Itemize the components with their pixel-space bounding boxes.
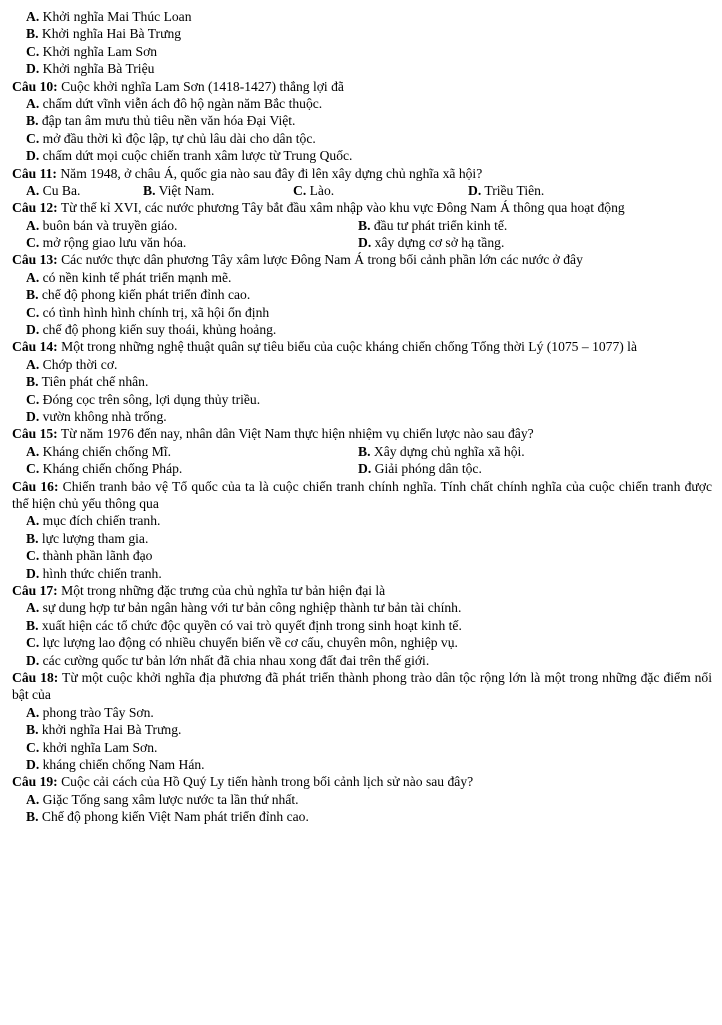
option-letter: A. bbox=[26, 95, 40, 111]
option-text: các cường quốc tư bản lớn nhất đã chia nhau xong đất đai trên thế giới. bbox=[42, 652, 430, 668]
option-a bbox=[26, 182, 143, 199]
option-text: phong trào Tây Sơn. bbox=[42, 704, 154, 720]
option-letter: A. bbox=[26, 217, 40, 233]
option-letter: C. bbox=[26, 304, 40, 320]
question-label: Câu 11: bbox=[12, 165, 57, 181]
option-a bbox=[12, 356, 712, 373]
option-text: lực lượng lao động có nhiều chuyển biến về cơ cấu, chuyên môn, nghiệp vụ. bbox=[42, 635, 458, 651]
option-d bbox=[12, 321, 712, 338]
option-letter: C. bbox=[26, 548, 40, 564]
option-row bbox=[12, 443, 712, 460]
option-letter: D. bbox=[26, 148, 40, 164]
option-letter: B. bbox=[358, 443, 371, 459]
option-text: vườn không nhà trống. bbox=[42, 409, 167, 425]
option-d bbox=[12, 147, 712, 164]
question-10 bbox=[12, 78, 712, 165]
question-stem bbox=[12, 338, 712, 355]
option-row bbox=[12, 182, 712, 199]
option-text: xây dựng cơ sở hạ tầng. bbox=[374, 235, 505, 251]
option-letter: A. bbox=[26, 791, 40, 807]
question-18 bbox=[12, 669, 712, 773]
option-text: Kháng chiến chống Pháp. bbox=[42, 461, 183, 477]
question-text: Từ năm 1976 đến nay, nhân dân Việt Nam thực hiện nhiệm vụ chiến lược nào sau đây? bbox=[60, 426, 534, 442]
option-letter: B. bbox=[26, 809, 39, 825]
option-letter: B. bbox=[143, 182, 156, 198]
option-c bbox=[12, 634, 712, 651]
option-text: có tình hình hình chính trị, xã hội ổn định bbox=[42, 304, 270, 320]
question-text: Chiến tranh bảo vệ Tổ quốc của ta là cuộc chiến tranh chính nghĩa. Tính chất chính nghĩa của cuộc chiến tranh được thể hiện chủ yếu thông qua bbox=[12, 478, 712, 511]
question-stem bbox=[12, 773, 712, 790]
option-letter: A. bbox=[26, 356, 40, 372]
option-c bbox=[293, 182, 468, 199]
option-text: hình thức chiến tranh. bbox=[42, 565, 162, 581]
question-12 bbox=[12, 199, 712, 251]
option-letter: D. bbox=[468, 182, 482, 198]
question-text: Từ một cuộc khởi nghĩa địa phương đã phát triển thành phong trào dân tộc rộng lớn là một trong những đặc điểm nổi bật của bbox=[12, 669, 712, 703]
option-b bbox=[143, 182, 293, 199]
option-letter: A. bbox=[26, 704, 40, 720]
question-stem bbox=[12, 78, 712, 95]
question-stem bbox=[12, 165, 712, 182]
option-row bbox=[12, 460, 712, 477]
question-label: Câu 17: bbox=[12, 582, 58, 598]
option-text: Lào. bbox=[309, 182, 335, 198]
option-letter: D. bbox=[26, 61, 40, 77]
option-text: đập tan âm mưu thủ tiêu nền văn hóa Đại Việt. bbox=[41, 113, 296, 129]
question-label: Câu 18: bbox=[12, 669, 59, 685]
option-letter: A. bbox=[26, 269, 40, 285]
option-text: Chế độ phong kiến Việt Nam phát triển đỉnh cao. bbox=[41, 809, 309, 825]
option-b bbox=[12, 112, 712, 129]
option-letter: B. bbox=[26, 722, 39, 738]
question-text: Các nước thực dân phương Tây xâm lược Đông Nam Á trong bối cảnh phần lớn các nước ở đây bbox=[61, 252, 583, 268]
option-text: Giải phóng dân tộc. bbox=[374, 461, 482, 477]
option-a bbox=[12, 8, 712, 25]
option-letter: C. bbox=[26, 235, 40, 251]
option-letter: C. bbox=[26, 391, 40, 407]
option-text: buôn bán và truyền giáo. bbox=[42, 217, 178, 233]
question-label: Câu 13: bbox=[12, 252, 58, 268]
option-a bbox=[12, 95, 712, 112]
question-label: Câu 14: bbox=[12, 339, 58, 355]
option-text: chấm dứt vĩnh viễn ách đô hộ ngàn năm Bắc thuộc. bbox=[42, 95, 323, 111]
option-letter: D. bbox=[26, 756, 40, 772]
option-c bbox=[12, 739, 712, 756]
option-text: Triều Tiên. bbox=[484, 182, 545, 198]
option-text: mục đích chiến tranh. bbox=[42, 513, 161, 529]
option-letter: D. bbox=[26, 322, 40, 338]
option-text: Chớp thời cơ. bbox=[42, 356, 118, 372]
option-text: mở rộng giao lưu văn hóa. bbox=[42, 235, 187, 251]
option-c bbox=[12, 43, 712, 60]
option-a bbox=[12, 704, 712, 721]
question-15 bbox=[12, 425, 712, 477]
question-text: Từ thế kỉ XVI, các nước phương Tây bắt đầu xâm nhập vào khu vực Đông Nam Á thông qua hoạt động bbox=[60, 200, 625, 216]
question-label: Câu 10: bbox=[12, 78, 58, 94]
option-letter: C. bbox=[26, 635, 40, 651]
option-b bbox=[12, 373, 712, 390]
option-letter: B. bbox=[26, 530, 39, 546]
option-text: Khởi nghĩa Hai Bà Trưng bbox=[41, 26, 182, 42]
option-text: lực lượng tham gia. bbox=[41, 530, 149, 546]
option-text: khởi nghĩa Lam Sơn. bbox=[42, 739, 158, 755]
option-letter: B. bbox=[26, 26, 39, 42]
question-19 bbox=[12, 773, 712, 825]
option-letter: D. bbox=[26, 409, 40, 425]
option-row bbox=[12, 217, 712, 234]
option-text: Giặc Tống sang xâm lược nước ta lần thứ nhất. bbox=[42, 791, 299, 807]
option-d bbox=[12, 408, 712, 425]
option-b bbox=[12, 721, 712, 738]
question-label: Câu 19: bbox=[12, 774, 58, 790]
option-letter: B. bbox=[26, 617, 39, 633]
question-text: Một trong những đặc trưng của chủ nghĩa tư bản hiện đại là bbox=[61, 582, 386, 598]
option-letter: B. bbox=[26, 287, 39, 303]
question-text: Một trong những nghệ thuật quân sự tiêu biểu của cuộc kháng chiến chống Tống thời Lý (1075 – 1077) là bbox=[61, 339, 637, 355]
option-a bbox=[12, 269, 712, 286]
option-a bbox=[26, 217, 358, 234]
option-letter: C. bbox=[26, 43, 40, 59]
option-text: xuất hiện các tổ chức độc quyền có vai trò quyết định trong sinh hoạt kinh tế. bbox=[41, 617, 462, 633]
option-b bbox=[12, 808, 712, 825]
option-text: mở đầu thời kì độc lập, tự chủ lâu dài cho dân tộc. bbox=[42, 130, 316, 146]
option-letter: D. bbox=[26, 652, 40, 668]
option-text: đầu tư phát triển kinh tế. bbox=[373, 217, 508, 233]
option-letter: B. bbox=[358, 217, 371, 233]
option-b bbox=[12, 530, 712, 547]
question-stem bbox=[12, 425, 712, 442]
option-text: Cu Ba. bbox=[42, 182, 81, 198]
option-c bbox=[12, 304, 712, 321]
option-text: kháng chiến chống Nam Hán. bbox=[42, 756, 205, 772]
option-text: khởi nghĩa Hai Bà Trưng. bbox=[41, 722, 182, 738]
question-stem bbox=[12, 251, 712, 268]
option-letter: B. bbox=[26, 374, 39, 390]
option-letter: D. bbox=[358, 461, 372, 477]
option-c bbox=[12, 130, 712, 147]
option-list bbox=[12, 8, 712, 78]
question-stem bbox=[12, 582, 712, 599]
option-c bbox=[26, 460, 358, 477]
question-11 bbox=[12, 165, 712, 200]
option-d bbox=[12, 756, 712, 773]
option-letter: C. bbox=[293, 182, 307, 198]
question-16 bbox=[12, 478, 712, 582]
option-text: có nền kinh tế phát triển mạnh mẽ. bbox=[42, 269, 232, 285]
question-text: Cuộc khởi nghĩa Lam Sơn (1418-1427) thắng lợi đã bbox=[61, 78, 344, 94]
option-c bbox=[12, 547, 712, 564]
option-text: Đóng cọc trên sông, lợi dụng thủy triều. bbox=[42, 391, 261, 407]
question-14 bbox=[12, 338, 712, 425]
option-letter: A. bbox=[26, 182, 40, 198]
question-stem bbox=[12, 199, 712, 216]
question-label: Câu 16: bbox=[12, 478, 59, 494]
option-text: Xây dựng chủ nghĩa xã hội. bbox=[373, 443, 525, 459]
question-13 bbox=[12, 251, 712, 338]
option-letter: A. bbox=[26, 9, 40, 24]
question-text: Cuộc cải cách của Hồ Quý Ly tiến hành trong bối cảnh lịch sử nào sau đây? bbox=[61, 774, 474, 790]
option-letter: C. bbox=[26, 130, 40, 146]
option-text: Kháng chiến chống Mĩ. bbox=[42, 443, 171, 459]
option-text: Khởi nghĩa Bà Triệu bbox=[42, 61, 155, 77]
option-b bbox=[358, 443, 525, 460]
option-b bbox=[12, 286, 712, 303]
option-text: thành phần lãnh đạo bbox=[42, 548, 153, 564]
option-text: Tiên phát chế nhân. bbox=[41, 374, 149, 390]
option-d bbox=[12, 565, 712, 582]
option-text: Khởi nghĩa Lam Sơn bbox=[42, 43, 158, 59]
option-a bbox=[26, 443, 358, 460]
option-letter: C. bbox=[26, 461, 40, 477]
option-letter: A. bbox=[26, 600, 40, 616]
option-a bbox=[12, 791, 712, 808]
option-c bbox=[12, 391, 712, 408]
option-text: chế độ phong kiến suy thoái, khủng hoảng. bbox=[42, 322, 277, 338]
option-b bbox=[12, 617, 712, 634]
question-stem bbox=[12, 669, 712, 704]
option-a bbox=[12, 599, 712, 616]
option-d bbox=[468, 182, 544, 199]
option-letter: A. bbox=[26, 513, 40, 529]
question-label: Câu 15: bbox=[12, 426, 58, 442]
option-text: chấm dứt mọi cuộc chiến tranh xâm lược từ Trung Quốc. bbox=[42, 148, 353, 164]
option-c bbox=[26, 234, 358, 251]
option-text: sự dung hợp tư bản ngân hàng với tư bản công nghiệp thành tư bản tài chính. bbox=[42, 600, 462, 616]
option-letter: A. bbox=[26, 443, 40, 459]
question-stem bbox=[12, 478, 712, 513]
option-letter: D. bbox=[26, 565, 40, 581]
option-d bbox=[12, 60, 712, 77]
option-letter: C. bbox=[26, 739, 40, 755]
option-text: chế độ phong kiến phát triển đỉnh cao. bbox=[41, 287, 251, 303]
option-b bbox=[358, 217, 507, 234]
option-text: Việt Nam. bbox=[158, 182, 215, 198]
option-letter: B. bbox=[26, 113, 39, 129]
question-label: Câu 12: bbox=[12, 200, 58, 216]
option-row bbox=[12, 234, 712, 251]
option-a bbox=[12, 512, 712, 529]
option-text: Khởi nghĩa Mai Thúc Loan bbox=[42, 9, 192, 24]
option-d bbox=[12, 652, 712, 669]
question-text: Năm 1948, ở châu Á, quốc gia nào sau đây đi lên xây dựng chủ nghĩa xã hội? bbox=[60, 165, 483, 181]
option-b bbox=[12, 25, 712, 42]
option-d bbox=[358, 234, 504, 251]
question-17 bbox=[12, 582, 712, 669]
option-d bbox=[358, 460, 482, 477]
option-letter: D. bbox=[358, 235, 372, 251]
